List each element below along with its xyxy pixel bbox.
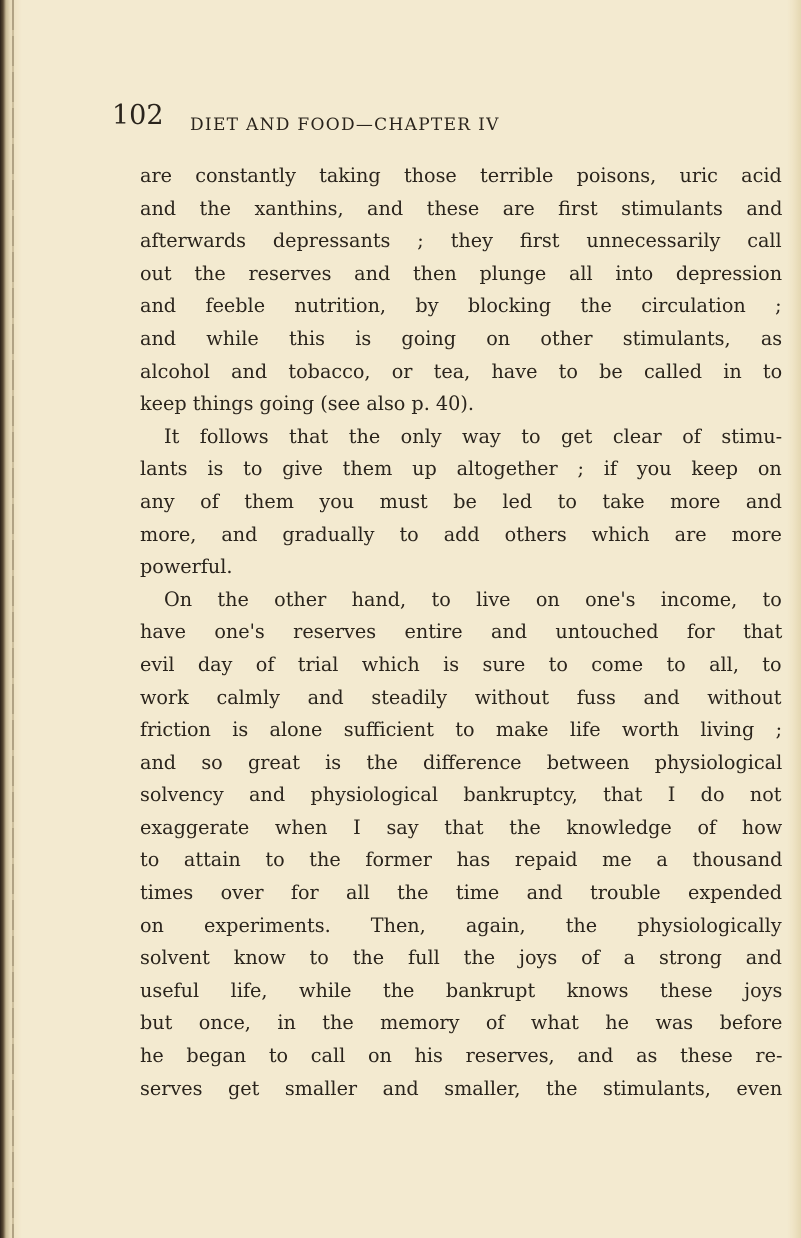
text-line: to attain to the former has repaid me a thousand [140,848,783,872]
text-line: useful life, while the bankrupt knows these joys [140,978,783,1002]
text-line: solvent know to the full the joys of a strong and [140,946,782,970]
text-line: lants is to give them up altogether ; if you keep on [140,457,782,481]
text-line: more, and gradually to add others which are more [140,522,782,546]
text-line: powerful. [140,555,233,579]
text-line: he began to call on his reserves, and as these re- [140,1044,783,1068]
text-line: any of them you must be led to take more and [140,489,782,513]
text-line: and the xanthins, and these are first stimulants and [140,196,783,220]
binding-edge [12,0,14,1238]
text-line: serves get smaller and smaller, the stimulants, even [140,1076,783,1100]
paragraph-start: On the other hand, to live on one's income, to [164,587,782,611]
text-line: have one's reserves entire and untouched for that [140,620,783,644]
text-line: keep things going (see also p. 40). [140,392,474,416]
text-line: exaggerate when I say that the knowledge of how [140,815,783,839]
text-line: and feeble nutrition, by blocking the circulation ; [140,294,782,318]
text-line: afterwards depressants ; they first unnecessarily call [140,229,782,253]
page-edge [787,0,801,1238]
text-line: and while this is going on other stimulants, as [140,326,783,350]
text-line: friction is alone sufficient to make life worth living ; [140,718,783,742]
page-header [100,100,720,140]
text-line: out the reserves and then plunge all into depression [140,261,783,285]
text-line: on experiments. Then, again, the physiologically [140,913,782,937]
running-title: DIET AND FOOD—CHAPTER IV [190,115,500,135]
text-line: are constantly taking those terrible poisons, uric acid [140,164,782,187]
text-line: alcohol and tobacco, or tea, have to be called in to [140,359,783,383]
text-line: and so great is the difference between physiological [140,750,783,774]
text-line: times over for all the time and trouble expended [140,881,783,905]
text-line: solvency and physiological bankruptcy, that I do not [140,783,782,807]
text-line: but once, in the memory of what he was before [140,1011,783,1035]
body-text [140,160,782,1105]
page-gutter [0,0,22,1238]
page-number: 102 [112,100,164,131]
text-line: work calmly and steadily without fuss and without [140,685,782,709]
paragraph-start: It follows that the only way to get clear of stimu- [164,424,783,448]
text-line: evil day of trial which is sure to come to all, to [140,652,782,676]
